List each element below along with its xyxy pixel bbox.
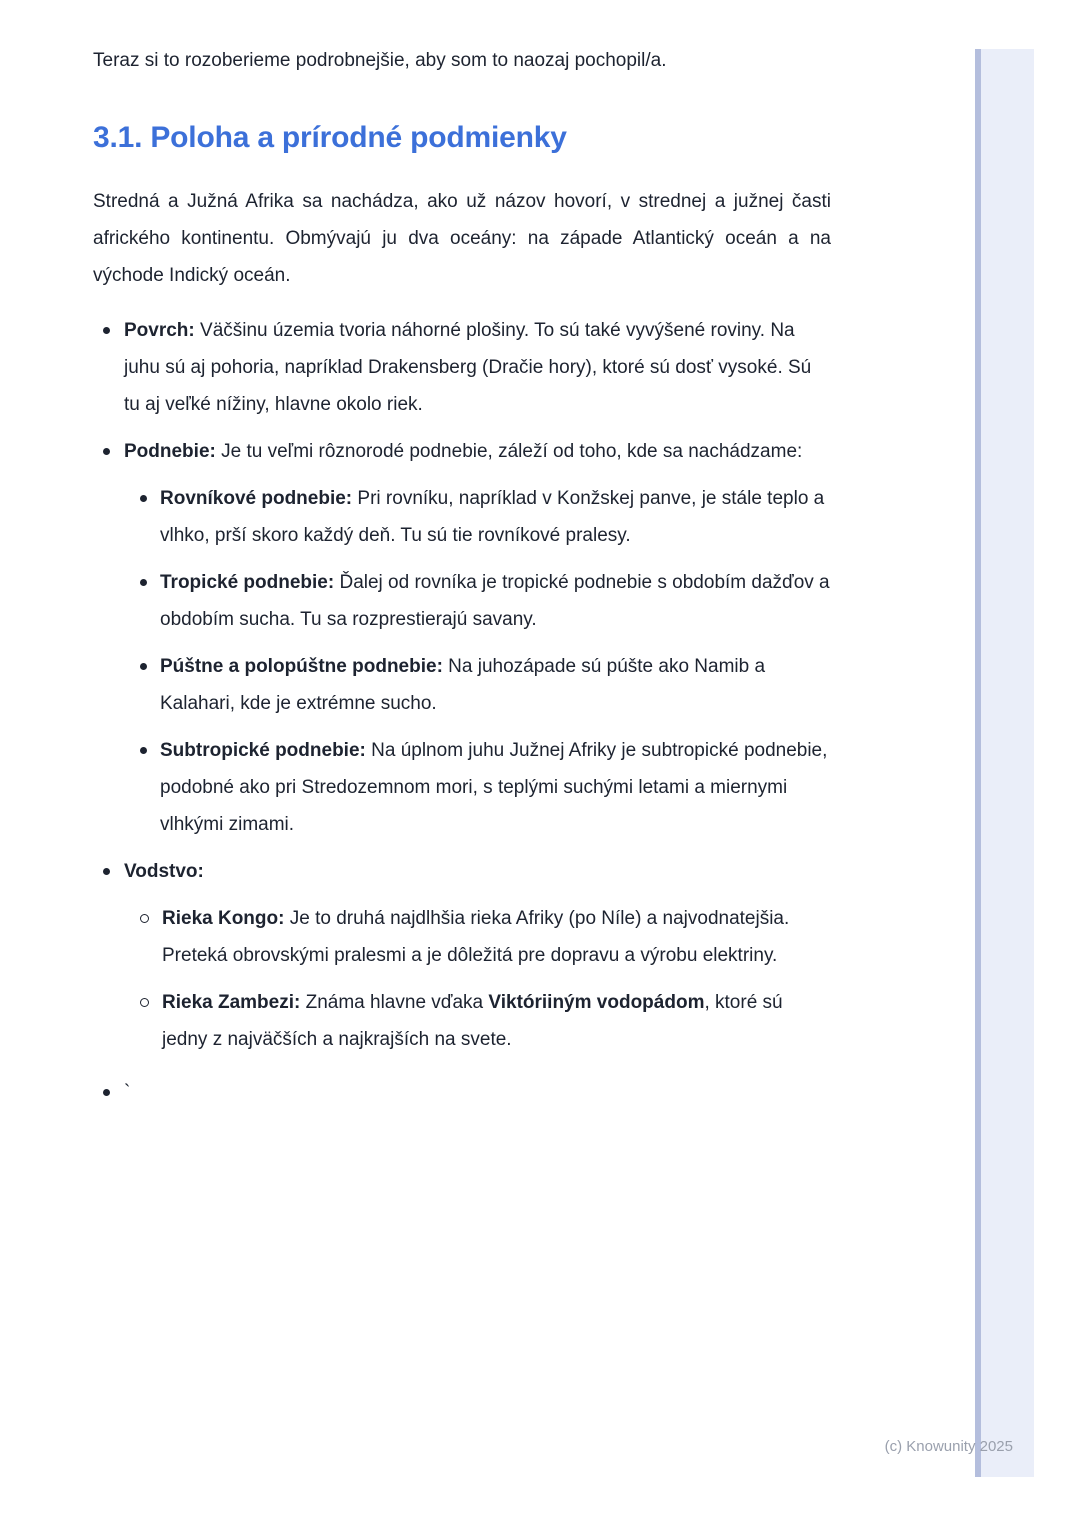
list-item-vodstvo [93, 853, 831, 890]
sub-list-item-rovnikove [140, 480, 831, 554]
sub-list-item-pustne [140, 648, 831, 722]
intro-paragraph: Teraz si to rozoberieme podrobnejšie, aby som to naozaj pochopil/a. [93, 50, 667, 71]
list-item-bold-phrase: Viktóriiným vodopádom [488, 992, 705, 1013]
list-item-text [160, 564, 831, 638]
list-item-body: Na úplnom juhu Južnej Afriky je subtropické podnebie, podobné ako pri Stredozemnom mori, s teplými suchými letami a miernymi vlhkými zimami. [160, 740, 828, 835]
list-item-body: ` [124, 1082, 131, 1103]
lead-paragraph: Stredná a Južná Afrika sa nachádza, ako už názov hovorí, v strednej a južnej časti afrického kontinentu. Obmývajú ju dva oceány: na západe Atlantický oceán a na východe Indický oceán. [93, 191, 831, 286]
list-item-label: Púštne a polopúštne podnebie: [160, 656, 443, 677]
bullet-filled-icon [140, 579, 147, 586]
list-item-body: Ďalej od rovníka je tropické podnebie s obdobím dažďov a obdobím sucha. Tu sa rozprestierajú savany. [160, 572, 830, 630]
list-item-text [124, 433, 831, 470]
list-item-label: Rovníkové podnebie: [160, 488, 353, 509]
list-item-label: Rieka Kongo: [162, 908, 285, 929]
bullet-filled-icon [140, 663, 147, 670]
list-item-text [124, 853, 831, 890]
list-item-body: Na juhozápade sú púšte ako Namib a Kalahari, kde je extrémne sucho. [160, 656, 766, 714]
list-item-body: Známa hlavne vďaka [300, 992, 489, 1013]
list-item-body: Je tu veľmi rôznorodé podnebie, záleží od toho, kde sa nachádzame: [215, 441, 803, 462]
list-item-podnebie [93, 433, 831, 470]
topic-list [93, 312, 831, 1111]
list-item-body: , ktoré sú jedny z najväčších a najkrajších na svete. [162, 992, 783, 1050]
sub-list-item-kongo [140, 900, 831, 974]
list-item-text [162, 900, 831, 974]
sub-list-item-subtropicke [140, 732, 831, 843]
list-item-label: Vodstvo: [124, 861, 204, 882]
list-item-body: Je to druhá najdlhšia rieka Afriky (po Níle) a najvodnatejšia. Preteká obrovskými pralesmi a je dôležitá pre dopravu a výrobu elektriny. [162, 908, 790, 966]
list-item-povrch [93, 312, 831, 423]
list-item-text [124, 312, 831, 423]
list-item-text [124, 1074, 831, 1111]
list-item-body: Väčšinu územia tvoria náhorné plošiny. To sú také vyvýšené roviny. Na juhu sú aj pohoria, napríklad Drakensberg (Dračie hory), ktoré sú dosť vysoké. Sú tu aj veľké nížiny, hlavne okolo riek. [124, 320, 812, 415]
bullet-open-icon [140, 914, 149, 923]
list-item-body: Pri rovníku, napríklad v Konžskej panve, je stále teplo a vlhko, prší skoro každý deň. Tu sú tie rovníkové pralesy. [160, 488, 825, 546]
list-item-label: Rieka Zambezi: [162, 992, 301, 1013]
list-item-empty [93, 1074, 831, 1111]
sub-list-item-tropicke [140, 564, 831, 638]
sub-list-item-zambezi [140, 984, 831, 1058]
footer-copyright: (c) Knowunity 2025 [884, 1438, 1013, 1455]
list-item-text [162, 984, 831, 1058]
list-item-label: Subtropické podnebie: [160, 740, 366, 761]
bullet-filled-icon [140, 495, 147, 502]
bullet-filled-icon [103, 1089, 110, 1096]
bullet-filled-icon [103, 327, 110, 334]
page-edge-strip [975, 49, 1034, 1477]
list-item-text [160, 648, 831, 722]
section-heading: 3.1. Poloha a prírodné podmienky [93, 121, 567, 154]
list-item-label: Podnebie: [124, 441, 216, 462]
list-item-label: Tropické podnebie: [160, 572, 335, 593]
list-item-text [160, 480, 831, 554]
list-item-text [160, 732, 831, 843]
document-page [93, 42, 831, 1121]
list-item-label: Povrch: [124, 320, 195, 341]
bullet-filled-icon [103, 448, 110, 455]
bullet-filled-icon [140, 747, 147, 754]
bullet-open-icon [140, 998, 149, 1007]
bullet-filled-icon [103, 868, 110, 875]
